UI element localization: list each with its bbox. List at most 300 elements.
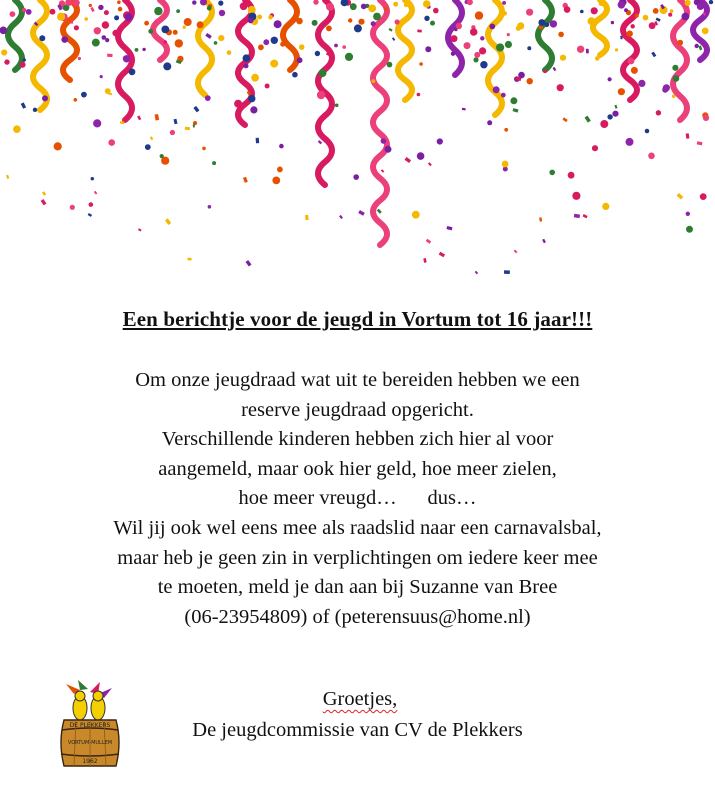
- confetti-dot: [160, 154, 164, 158]
- confetti-dot: [218, 1, 223, 6]
- confetti-dot: [451, 35, 458, 42]
- confetti-dot: [197, 21, 204, 28]
- confetti-dot: [437, 138, 443, 144]
- confetti-piece: [256, 138, 260, 144]
- confetti-dot: [33, 108, 37, 112]
- confetti-dot: [591, 7, 598, 14]
- confetti-dot: [470, 28, 478, 36]
- confetti-dot: [430, 21, 435, 26]
- confetti-dot: [502, 161, 509, 168]
- confetti-dot: [142, 48, 145, 51]
- streamer: [398, 0, 412, 100]
- confetti-piece: [562, 117, 567, 122]
- confetti-piece: [426, 239, 431, 244]
- confetti-dot: [538, 19, 545, 26]
- confetti-piece: [677, 193, 684, 199]
- body-line: hoe meer vreugd… dus…: [238, 487, 477, 510]
- confetti-piece: [620, 36, 622, 40]
- streamer: [488, 0, 502, 115]
- confetti-piece: [165, 218, 171, 225]
- confetti-dot: [572, 192, 580, 200]
- confetti-dot: [100, 75, 103, 78]
- confetti-dot: [516, 26, 521, 31]
- confetti-piece: [305, 215, 309, 221]
- body-line: Wil jij ook wel eens mee als raadslid naar een carnavalsbal,: [113, 516, 602, 539]
- confetti-dot: [682, 13, 690, 21]
- confetti-dot: [673, 75, 680, 82]
- confetti-piece: [108, 93, 112, 96]
- confetti-piece: [187, 258, 191, 261]
- confetti-piece: [542, 239, 546, 244]
- confetti-dot: [184, 18, 192, 26]
- confetti-dot: [371, 21, 376, 26]
- confetti-dot: [700, 193, 707, 200]
- confetti-dot: [248, 95, 255, 102]
- confetti-dot: [635, 14, 639, 18]
- confetti-dot: [480, 36, 484, 40]
- confetti-piece: [439, 252, 445, 258]
- streamer: [198, 0, 212, 95]
- confetti-dot: [93, 119, 101, 127]
- confetti-dot: [612, 111, 618, 117]
- greeting: Groetjes,: [322, 688, 398, 710]
- confetti-piece: [173, 119, 177, 125]
- confetti-dot: [118, 7, 123, 12]
- confetti-dot: [618, 88, 625, 95]
- confetti-dot: [258, 44, 264, 50]
- confetti-dot: [663, 84, 670, 91]
- confetti-dot: [74, 25, 79, 30]
- confetti-dot: [615, 48, 618, 51]
- confetti-dot: [26, 9, 32, 15]
- confetti-dot: [161, 26, 169, 34]
- confetti-dot: [234, 100, 242, 108]
- confetti-piece: [423, 258, 426, 263]
- confetti-piece: [205, 33, 211, 39]
- confetti-dot: [123, 55, 130, 62]
- confetti-dot: [89, 4, 92, 7]
- confetti-dot: [117, 0, 121, 4]
- confetti-dot: [668, 13, 672, 17]
- confetti-piece: [428, 162, 432, 166]
- confetti-dot: [467, 0, 473, 5]
- confetti-dot: [425, 46, 431, 52]
- confetti-dot: [697, 3, 704, 10]
- confetti-dot: [105, 38, 109, 42]
- confetti-dot: [268, 15, 273, 20]
- confetti-dot: [501, 93, 506, 98]
- confetti-dot: [627, 31, 633, 37]
- confetti-dot: [112, 30, 119, 37]
- barrel-text-top: DE PLEKKERS: [69, 722, 111, 729]
- confetti-dot: [214, 41, 218, 45]
- confetti-dot: [248, 18, 254, 24]
- confetti-dot: [526, 9, 533, 16]
- confetti-dot: [22, 8, 26, 12]
- confetti-dot: [631, 67, 638, 74]
- confetti-dot: [518, 72, 525, 79]
- confetti-dot: [205, 95, 211, 101]
- confetti-dot: [272, 177, 280, 185]
- confetti-dot: [424, 16, 429, 21]
- confetti-dot: [496, 43, 504, 51]
- confetti-dot: [240, 2, 248, 10]
- confetti-dot: [489, 24, 495, 30]
- confetti-dot: [299, 44, 305, 50]
- confetti-dot: [607, 114, 612, 119]
- confetti-dot: [412, 211, 420, 219]
- confetti-dot: [702, 28, 709, 35]
- confetti-dot: [102, 21, 109, 28]
- confetti-dot: [373, 13, 381, 21]
- confetti-dot: [345, 53, 353, 61]
- confetti-piece: [697, 141, 703, 145]
- confetti-dot: [92, 39, 100, 47]
- confetti-dot: [335, 104, 339, 108]
- confetti-dot: [74, 98, 78, 102]
- confetti-dot: [624, 8, 628, 12]
- confetti-dot: [686, 212, 690, 216]
- confetti-dot: [543, 70, 547, 74]
- confetti-dot: [50, 9, 56, 15]
- barrel-mascot-logo-icon: [56, 680, 126, 775]
- confetti-dot: [227, 50, 232, 55]
- confetti-dot: [279, 144, 284, 149]
- confetti-dot: [419, 62, 423, 66]
- confetti-dot: [270, 60, 278, 68]
- streamer: [623, 0, 637, 100]
- body-line: reserve jeugdraad opgericht.: [241, 398, 474, 421]
- confetti-piece: [583, 214, 588, 218]
- confetti-dot: [334, 44, 338, 48]
- confetti-dot: [423, 0, 430, 7]
- confetti-piece: [389, 28, 393, 32]
- confetti-dot: [148, 29, 153, 34]
- confetti-dot: [70, 205, 75, 210]
- confetti-piece: [513, 108, 519, 113]
- confetti-dot: [353, 174, 359, 180]
- signature: De jeugdcommissie van CV de Plekkers: [192, 719, 523, 741]
- confetti-piece: [358, 210, 365, 216]
- streamer: [8, 0, 22, 70]
- confetti-piece: [42, 191, 46, 196]
- confetti-dot: [144, 21, 149, 26]
- confetti-piece: [586, 49, 589, 54]
- confetti-dot: [568, 172, 575, 179]
- confetti-dot: [39, 35, 45, 41]
- confetti-dot: [527, 46, 531, 50]
- confetti-dot: [361, 4, 367, 10]
- confetti-dot: [219, 10, 225, 16]
- confetti-dot: [207, 6, 212, 11]
- confetti-dot: [672, 65, 678, 71]
- confetti-dot: [145, 144, 151, 150]
- confetti-dot: [600, 120, 608, 128]
- confetti-dot: [631, 24, 635, 28]
- confetti-dot: [649, 22, 656, 29]
- confetti-dot: [550, 20, 557, 27]
- confetti-dot: [292, 72, 298, 78]
- confetti-dot: [502, 11, 507, 16]
- confetti-piece: [462, 108, 466, 111]
- confetti-dot: [393, 2, 398, 7]
- confetti-dot: [404, 3, 408, 7]
- confetti-piece: [150, 136, 154, 140]
- confetti-dot: [527, 78, 533, 84]
- confetti-dot: [395, 19, 400, 24]
- confetti-dot: [358, 19, 364, 25]
- confetti-dot: [384, 7, 388, 11]
- confetti-dot: [280, 42, 285, 47]
- confetti-dot: [505, 41, 512, 48]
- confetti-dot: [479, 47, 486, 54]
- confetti-dot: [202, 147, 206, 151]
- confetti-dot: [588, 17, 596, 25]
- confetti-piece: [243, 177, 248, 183]
- confetti-dot: [317, 91, 325, 99]
- confetti-dot: [599, 1, 604, 6]
- confetti-dot: [628, 58, 635, 65]
- confetti-dot: [381, 138, 387, 144]
- confetti-dot: [564, 6, 571, 13]
- confetti-dot: [315, 51, 320, 56]
- streamer: [373, 0, 387, 245]
- confetti-piece: [553, 67, 557, 71]
- confetti-dot: [274, 20, 282, 28]
- confetti-dot: [135, 48, 139, 52]
- confetti-dot: [241, 20, 245, 24]
- confetti-piece: [651, 52, 656, 58]
- confetti-dot: [580, 10, 584, 14]
- confetti-dot: [354, 24, 362, 32]
- confetti-dot: [685, 0, 691, 6]
- confetti-dot: [42, 95, 48, 101]
- confetti-piece: [107, 54, 113, 58]
- confetti-dot: [173, 30, 178, 35]
- confetti-dot: [653, 8, 659, 14]
- confetti-dot: [208, 205, 212, 209]
- confetti-dot: [91, 177, 94, 180]
- confetti-dot: [165, 52, 169, 56]
- confetti-piece: [698, 45, 702, 50]
- body-line: (06-23954809) of (peterensuus@home.nl): [184, 605, 531, 628]
- confetti-dot: [114, 15, 119, 20]
- confetti-piece: [405, 157, 412, 163]
- confetti-dot: [656, 110, 661, 115]
- confetti-dot: [78, 57, 81, 60]
- confetti-piece: [94, 191, 98, 195]
- confetti-dot: [1, 49, 7, 55]
- confetti-dot: [480, 61, 487, 68]
- confetti-dot: [129, 69, 136, 76]
- confetti-dot: [560, 55, 566, 61]
- confetti-piece: [504, 270, 510, 274]
- confetti-dot: [342, 45, 346, 49]
- confetti-dot: [89, 202, 94, 207]
- body-line: aangemeld, maar ook hier geld, hoe meer zielen,: [158, 457, 557, 480]
- confetti-dot: [626, 138, 634, 146]
- confetti-dot: [417, 152, 425, 160]
- confetti-dot: [265, 84, 270, 89]
- confetti-piece: [417, 29, 422, 32]
- confetti-piece: [539, 217, 542, 222]
- confetti-piece: [392, 37, 395, 41]
- confetti-dot: [387, 62, 393, 68]
- confetti-dot: [20, 62, 26, 68]
- confetti-piece: [381, 169, 385, 173]
- confetti-piece: [446, 226, 452, 230]
- confetti-dot: [417, 93, 421, 97]
- confetti-dot: [312, 20, 318, 26]
- confetti-dot: [94, 27, 101, 34]
- letter-heading: Een berichtje voor de jeugd in Vortum tot 16 jaar!!!: [122, 307, 593, 331]
- confetti-dot: [13, 125, 21, 133]
- confetti-dot: [558, 32, 564, 38]
- body-line: Verschillende kinderen hebben zich hier al voor: [161, 428, 554, 451]
- confetti-dot: [433, 8, 439, 14]
- confetti-dot: [23, 58, 26, 61]
- confetti-dot: [4, 59, 9, 64]
- streamer: [33, 0, 47, 110]
- confetti-dot: [251, 74, 259, 82]
- body-line: te moeten, meld je dan aan bij Suzanne van Bree: [157, 576, 558, 599]
- confetti-piece: [574, 214, 580, 218]
- confetti-dot: [703, 115, 709, 121]
- confetti-piece: [686, 133, 690, 139]
- confetti-dot: [487, 120, 492, 125]
- confetti-dot: [608, 77, 612, 81]
- confetti-piece: [377, 209, 382, 214]
- confetti-piece: [339, 215, 343, 219]
- confetti-dot: [57, 13, 65, 21]
- confetti-piece: [614, 105, 617, 109]
- confetti-dot: [602, 203, 609, 210]
- barrel-text-year: 1962: [82, 758, 98, 765]
- confetti-dot: [493, 86, 500, 93]
- confetti-dot: [577, 46, 584, 53]
- confetti-dot: [545, 23, 550, 28]
- confetti-dot: [98, 5, 103, 10]
- confetti-dot: [451, 52, 455, 56]
- confetti-dot: [243, 54, 251, 62]
- confetti-dot: [297, 57, 303, 63]
- confetti-dot: [475, 11, 483, 19]
- confetti-dot: [244, 63, 249, 68]
- confetti-dot: [176, 9, 180, 13]
- confetti-piece: [514, 250, 518, 254]
- confetti-dot: [368, 4, 376, 12]
- confetti-piece: [318, 140, 322, 144]
- confetti-dot: [81, 92, 87, 98]
- confetti-dot: [502, 1, 506, 5]
- confetti-dot: [61, 36, 68, 43]
- confetti-dot: [385, 146, 392, 153]
- confetti-dot: [672, 95, 676, 99]
- confetti-dot: [192, 0, 196, 4]
- confetti-piece: [41, 199, 47, 205]
- confetti-dot: [175, 39, 183, 47]
- confetti-dot: [313, 0, 318, 5]
- confetti-banner: [0, 0, 715, 290]
- confetti-dot: [348, 18, 352, 22]
- confetti-dot: [257, 15, 262, 20]
- confetti-dot: [84, 17, 88, 21]
- confetti-dot: [326, 3, 334, 11]
- confetti-dot: [618, 1, 626, 9]
- confetti-dot: [183, 26, 186, 29]
- confetti-dot: [164, 40, 167, 43]
- streamer: [538, 0, 552, 70]
- confetti-dot: [154, 7, 162, 15]
- confetti-dot: [648, 153, 655, 160]
- confetti-dot: [277, 167, 283, 173]
- confetti-dot: [326, 26, 332, 32]
- letter-body: [0, 366, 715, 632]
- confetti-dot: [10, 11, 16, 17]
- confetti-piece: [585, 116, 591, 123]
- confetti-piece: [88, 213, 92, 217]
- confetti-dot: [510, 97, 517, 104]
- confetti-piece: [193, 124, 195, 127]
- confetti-dot: [108, 139, 115, 146]
- confetti-dot: [592, 145, 598, 151]
- barrel-text-mid: VORTUM-MULLEM: [67, 740, 113, 746]
- streamer: [283, 0, 297, 70]
- confetti-piece: [90, 7, 94, 12]
- body-line: maar heb je geen zin in verplichtingen om iedere keer mee: [117, 546, 598, 569]
- confetti-piece: [185, 127, 190, 131]
- confetti-dot: [350, 3, 357, 10]
- confetti-piece: [193, 106, 199, 113]
- confetti-dot: [504, 128, 508, 132]
- confetti-piece: [155, 114, 160, 121]
- confetti-dot: [372, 79, 376, 83]
- confetti-dot: [456, 23, 462, 29]
- confetti-piece: [246, 260, 252, 266]
- confetti-dot: [319, 69, 327, 77]
- confetti-dot: [250, 106, 257, 113]
- confetti-dot: [263, 39, 269, 45]
- confetti-dot: [212, 161, 216, 165]
- confetti-dot: [677, 40, 683, 46]
- confetti-dot: [670, 9, 674, 13]
- confetti-dot: [638, 80, 645, 87]
- confetti-dot: [464, 42, 471, 49]
- confetti-piece: [21, 102, 26, 108]
- confetti-piece: [6, 175, 9, 179]
- confetti-dot: [709, 0, 713, 4]
- confetti-dot: [595, 56, 600, 61]
- confetti-dot: [686, 226, 693, 233]
- confetti-dot: [645, 129, 650, 134]
- confetti-dot: [104, 10, 109, 15]
- confetti-dot: [170, 130, 175, 135]
- confetti-dot: [474, 52, 480, 58]
- confetti-dot: [271, 37, 278, 44]
- confetti-dot: [611, 21, 614, 24]
- confetti-dot: [695, 44, 699, 48]
- confetti-dot: [163, 62, 171, 70]
- body-line: Om onze jeugdraad wat uit te bereiden hebben we een: [135, 369, 580, 391]
- confetti-piece: [138, 228, 142, 231]
- confetti-dot: [549, 170, 555, 176]
- confetti-piece: [71, 20, 73, 24]
- confetti-dot: [296, 18, 303, 25]
- confetti-piece: [475, 271, 479, 275]
- confetti-dot: [218, 35, 224, 41]
- confetti-dot: [557, 84, 564, 91]
- confetti-piece: [120, 121, 124, 124]
